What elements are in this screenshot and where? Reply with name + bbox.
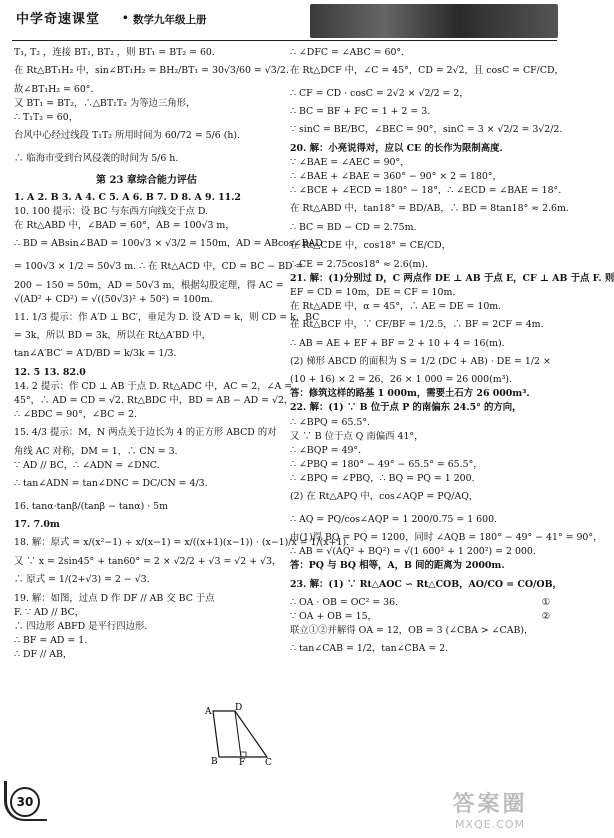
text-line: ∴ DF // AB， — [14, 649, 73, 661]
text-line: 21. 解：(1)分别过 D，C 两点作 DE ⊥ AB 于点 E，CF ⊥ AB 于点 F. 则 — [290, 272, 614, 284]
text-line: 又 ∵ B 位于点 Q 南偏西 41°， — [290, 430, 424, 442]
text-line: 又 ∵ x = 2sin45° + tan60° = 2 × √2/2 + √3 = √2 + √3， — [14, 556, 282, 568]
circled-ref-1: ① — [541, 597, 550, 609]
text-line: 答：修筑这样的路基 1 000m，需要土石方 26 000m³. — [290, 388, 530, 400]
text-line: ∴ ∠BDC = 90°，∠BC = 2. — [14, 409, 138, 421]
text-line: 11. 1/3 提示：作 A′D ⊥ BC′，垂足为 D. 设 A′D = k，则 CD = k，BC — [14, 311, 320, 323]
text-line — [290, 596, 552, 610]
text-line: 1. A 2. B 3. A 4. C 5. A 6. B 7. D 8. A 9. 11.2 — [14, 192, 241, 204]
text-line: ∴ 临海市受到台风侵袭的时间为 5/6 h. — [14, 152, 179, 164]
text-line: ∴ T₁T₂ = 60， — [14, 111, 79, 123]
figure-label-f: F — [239, 758, 246, 768]
text-line: = 3k，所以 BD = 3k，所以在 Rt△A′BD 中， — [14, 330, 212, 342]
text-line: ∴ tan∠CAB = 1/2，tan∠CBA = 2. — [290, 643, 449, 655]
text-line: 答：PQ 与 BQ 相等，A，B 间的距离为 2000m. — [290, 560, 505, 572]
figure-label-c: C — [265, 758, 272, 768]
text-line: 在 Rt△BCF 中，∵ CF/BF = 1/2.5，∴ BF = 2CF = 4m. — [290, 319, 544, 331]
text-line: ∴ ∠DFC = ∠ABC = 60°. — [290, 47, 405, 58]
text-line: 10. 100 提示：设 BC 与东西方向线交于点 D. — [14, 206, 208, 218]
watermark-logo — [425, 787, 555, 835]
text-line: T₁, T₂ ，连接 BT₁, BT₂ ，则 BT₁ = BT₂ = 60. — [14, 47, 215, 58]
section-title: 第 23 章综合能力评估 — [96, 175, 197, 187]
text-line: ∴ ∠BQP = 49°. — [290, 444, 362, 456]
text-line: ∴ BC = BD − CD = 2.75m. — [290, 221, 417, 233]
text-line: ∴ AB = √(AQ² + BQ²) = √(1 600² + 1 200²) = 2 000. — [290, 546, 536, 558]
text-line: 在 Rt△ABD 中，∠BAD = 60°，AB = 100√3 m， — [14, 220, 235, 232]
text-line: 在 Rt△BT₁H₂ 中，sin∠BT₁H₂ = BH₂/BT₁ = 30√3/60 = √3/2. — [14, 65, 289, 77]
text-line: = 100√3 × 1/2 = 50√3 m. ∴ 在 Rt△ACD 中，CD = BC − BD = — [14, 261, 304, 273]
text-line: 45°，∴ AD = CD = √2. Rt△BDC 中，BD = AB − AD = √2， — [14, 395, 294, 407]
text-line: ∴ 原式 = 1/(2+√3) = 2 − √3. — [14, 574, 150, 586]
text-line: 在 Rt△ADE 中，α = 45°，∴ AE = DE = 10m. — [290, 300, 502, 312]
text-line: ∴ CE = 2.75cos18° ≈ 2.6(m). — [290, 258, 428, 270]
right-angle-mark — [241, 752, 246, 757]
trapezoid-figure — [205, 703, 273, 768]
text-line: 18. 解：原式 = x/(x²−1) ÷ x/(x−1) = x/((x+1)(x−1)) · (x−1)/x = 1/(x+1). — [14, 537, 350, 549]
text-line: ∴ ∠BAE + ∠BAE = 360° − 90° × 2 = 180°， — [290, 171, 502, 183]
text-line: 17. 7.0m — [14, 519, 60, 531]
figure-label-b: B — [211, 757, 218, 767]
text-line: ∴ 四边形 ABFD 是平行四边形. — [14, 620, 148, 632]
page-header — [0, 0, 563, 42]
text-line: 角线 AC 对称，DM = 1，∴ CN = 3. — [14, 446, 178, 458]
text-line: ∴ ∠BCE + ∠ECD = 180° − 18°，∴ ∠ECD = ∠BAE = 18°. — [290, 185, 562, 197]
text-line: 200 − 150 = 50m，AD = 50√3 m，根据勾股定理，得 AC = — [14, 279, 284, 291]
text-line: 在 Rt△CDE 中，cos18° = CE/CD， — [290, 240, 452, 252]
text-line: ∵ sinC = BE/BC，∠BEC = 90°，sinC = 3 × √2/2 = 3√2/2. — [290, 124, 563, 136]
text-line: ∴ tan∠ADN = tan∠DNC = DC/CN = 4/3. — [14, 478, 208, 490]
text-span: ∵ OA + OB = 15， — [290, 611, 377, 623]
watermark-top: 答案圈 — [452, 792, 528, 817]
text-line: 台风中心经过线段 T₁T₂ 所用时间为 60/72 = 5/6 (h). — [14, 130, 241, 141]
text-line: ∵ ∠BAE = ∠AEC = 90°， — [290, 157, 410, 169]
text-line: 20. 解：小亮说得对，应以 CE 的长作为限制高度. — [290, 142, 503, 154]
text-line: 在 Rt△ABD 中，tan18° = BD/AB，∴ BD = 8tan18° ≈ 2.6m. — [290, 203, 569, 215]
text-line: 故∠BT₁H₂ = 60°. — [14, 83, 94, 95]
text-line: 又 BT₁ = BT₂，∴△BT₁T₂ 为等边三角形， — [14, 97, 196, 109]
text-line: ∴ ∠PBQ = 180° − 49° − 65.5° = 65.5°， — [290, 458, 483, 470]
text-span: ∴ OA · OB = OC² = 36. — [290, 597, 399, 609]
header-dot: • — [122, 12, 129, 24]
text-line: ∴ CF = CD · cosC = 2√2 × √2/2 = 2， — [290, 87, 469, 99]
text-line: 12. 5 13. 82.0 — [14, 367, 86, 379]
page-number: 30 — [10, 787, 40, 817]
text-line: EF = CD = 10m，DE = CF = 10m. — [290, 286, 456, 298]
text-line: 由(1)得 BQ = PQ = 1200，同时 ∠AQB = 180° − 49° − 41° = 90°， — [290, 532, 603, 544]
text-line: ∴ BD = ABsin∠BAD = 100√3 × √3/2 = 150m，AD = ABcos∠BAD — [14, 238, 323, 250]
text-line: √(AD² + CD²) = √((50√3)² + 50²) = 100m. — [14, 293, 213, 305]
text-line: tan∠A′BC′ = A′D/BD = k/3k = 1/3. — [14, 348, 177, 360]
header-rule — [12, 40, 557, 41]
text-line: F. ∵ AD // BC， — [14, 606, 85, 618]
text-line: 16. tanα·tanβ/(tanβ − tanα) · 5m — [14, 500, 169, 512]
book-series: 数学九年级上册 — [133, 14, 207, 26]
text-line: 14. 2 提示：作 CD ⊥ AB 于点 D. Rt△ADC 中，AC = 2，∠A = — [14, 381, 293, 393]
text-line: 15. 4/3 提示：M，N 两点关于边长为 4 的正方形 ABCD 的对 — [14, 427, 277, 439]
right-column — [290, 46, 614, 661]
figure-label-a: A — [205, 707, 212, 717]
text-line: 在 Rt△DCF 中，∠C = 45°，CD = 2√2，且 cosC = CF/CD， — [290, 65, 564, 77]
text-line — [290, 610, 552, 624]
text-line: 23. 解：(1) ∵ Rt△AOC ∽ Rt△COB，AO/CO = CO/OB， — [290, 578, 562, 590]
text-line: (2) 梯形 ABCD 的面积为 S = 1/2 (DC + AB) · DE = 1/2 × — [290, 355, 551, 367]
brand-title: 中学奇速课堂 — [16, 12, 101, 27]
text-line: ∴ ∠BPQ = 65.5°. — [290, 416, 371, 428]
text-line: ∴ AQ = PQ/cos∠AQP = 1 200/0.75 = 1 600. — [290, 513, 498, 525]
text-line: (2) 在 Rt△APQ 中，cos∠AQP = PQ/AQ， — [290, 491, 479, 503]
text-line: ∴ AB = AE + EF + BF = 2 + 10 + 4 = 16(m). — [290, 337, 505, 349]
text-line: 联立①②并解得 OA = 12，OB = 3 (∠CBA > ∠CAB)， — [290, 625, 534, 637]
text-line: 22. 解：(1) ∵ B 位于点 P 的南偏东 24.5° 的方向， — [290, 402, 522, 414]
watermark-bottom: MXQE.COM — [455, 818, 525, 831]
text-line: ∴ ∠BPQ = ∠PBQ，∴ BQ = PQ = 1 200. — [290, 473, 475, 485]
header-banner-image — [310, 4, 558, 38]
text-line: 19. 解：如图，过点 D 作 DF // AB 交 BC 于点 — [14, 592, 215, 604]
text-line: ∴ BC = BF + FC = 1 + 2 = 3. — [290, 106, 431, 118]
figure-label-d: D — [235, 703, 243, 713]
text-line: ∵ AD // BC，∴ ∠ADN = ∠DNC. — [14, 460, 160, 472]
text-line: (10 + 16) × 2 = 26，26 × 1 000 = 26 000(m³). — [290, 374, 513, 386]
text-line: ∴ BF = AD = 1. — [14, 635, 88, 647]
circled-ref-2: ② — [541, 611, 550, 623]
